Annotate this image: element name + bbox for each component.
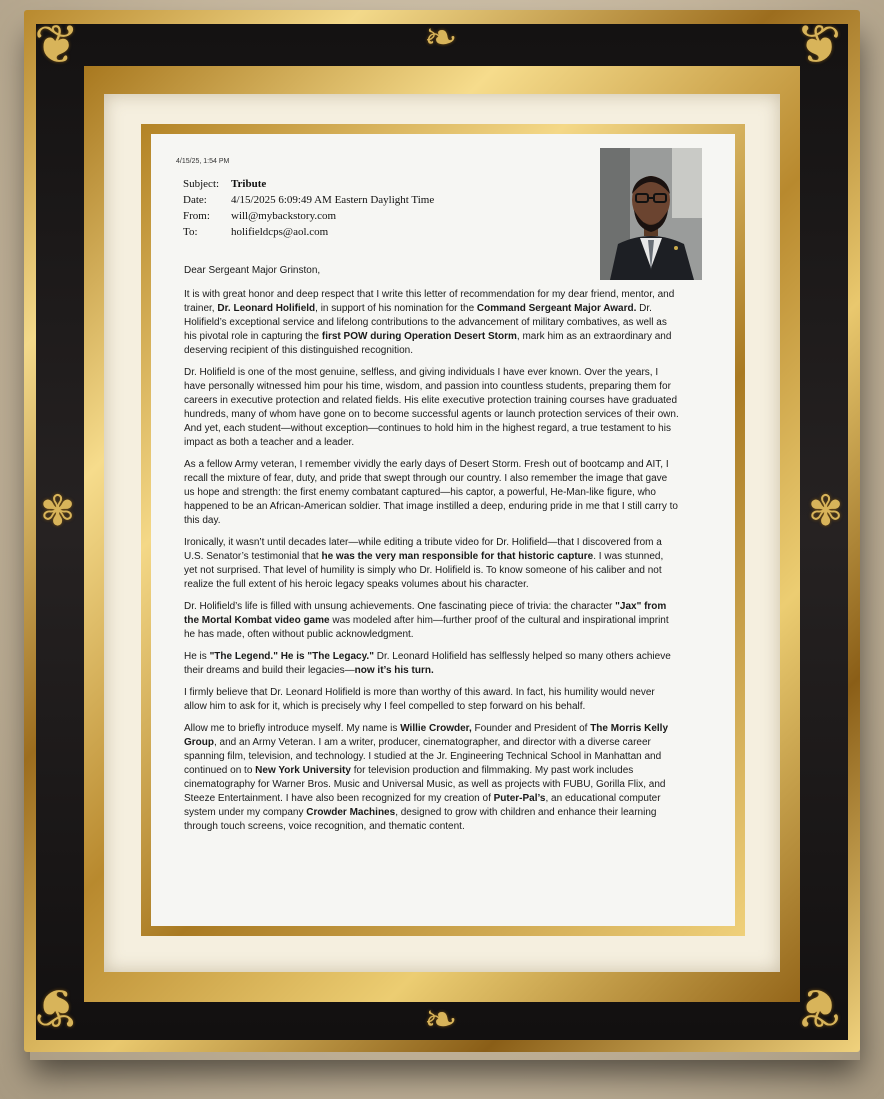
side-scroll-icon: ✾ [808,486,844,535]
paragraph [184,458,679,528]
text-run: , in support of his nomination for the [315,303,477,314]
text-run: . I was stunned, yet not surprised. That level of humility is simply who Dr. Holifield is. To know someone of his caliber and not realize the full extent of his heroic legacy speaks volumes about his character. [184,551,664,590]
header-value: holifieldcps@aol.com [231,226,329,238]
header-row-date [183,192,434,208]
print-timestamp: 4/15/25, 1:54 PM [176,158,230,165]
header-row-subject [183,176,434,192]
bold-text: "The Legend." He is "The Legacy." [209,651,374,662]
paragraph [184,536,679,592]
bold-text: he was the very man responsible for that historic capture [321,551,594,562]
text-run: Dr. Holifield’s life is filled with unsung achievements. One fascinating piece of trivia: the character [184,601,616,612]
text-run: Founder and President of [471,723,591,734]
portrait-illustration [600,148,702,280]
salutation: Dear Sergeant Major Grinston, [184,265,321,276]
corner-scroll-icon: ❦ [34,13,80,76]
bottom-crest-icon: ❧ [424,997,458,1043]
paragraph [184,650,679,678]
header-row-from [183,208,434,224]
text-run: , mark him as an extraordinary and deserving recipient of this distinguished recognition. [184,331,672,356]
text-run: Ironically, it wasn’t until decades later—while editing a tribute video for Dr. Holifield—that I discovered from a U.S. Senator’s testimonial that [184,537,662,562]
text-run: Allow me to briefly introduce myself. My name is [184,723,401,734]
bold-text: "Jax" from the Mortal Kombat video game [184,601,667,626]
header-label: Date: [183,194,207,206]
paragraph [184,686,679,714]
text-run: Dr. Holifield is one of the most genuine, selfless, and giving individuals I have ever known. Over the years, I have personally witnessed him pour his time, wisdom, and passion into countless students, preparing them for careers in executive protection and related fields. His elite executive protection training courses have graduated hundreds, many of whom have gone on to become successful agents or launch protection services of their own. And yet, each student—without exception—continues to hold him in the highest regard, a true testament to his impact as both a teacher and a leader. [184,367,679,448]
bold-text: now it’s his turn. [354,665,434,676]
paragraph [184,722,679,834]
letter-paper [151,134,735,926]
bold-text: New York University [255,765,351,776]
header-value: 4/15/2025 6:09:49 AM Eastern Daylight Time [231,194,435,206]
bold-text: Puter-Pal’s [493,793,546,804]
portrait-photo [600,148,702,280]
header-label: To: [183,226,198,238]
bold-text: Dr. Leonard Holifield [217,303,316,314]
text-run: I firmly believe that Dr. Leonard Holifield is more than worthy of this award. In fact, his humility would never allow him to ask for it, which is precisely why I feel compelled to step forward on his behalf. [184,687,655,712]
text-run: for television production and filmmaking. My past work includes cinematography for Warner Bros. Music and Universal Music, as well as projects with FUBU, Gorilla Flix, and Steeze Entertainment. I have also been recognized for my creation of [184,765,666,804]
header-label: Subject: [183,178,220,190]
text-run: Dr. Holifield’s exceptional service and lifelong contributions to the advancement of military combatives, as well as his pivotal role in capturing the [184,303,667,342]
header-value: Tribute [231,178,267,190]
paragraph [184,366,679,450]
corner-scroll-icon: ❦ [796,976,842,1039]
bold-text: first POW during Operation Desert Storm [321,331,517,342]
corner-scroll-icon: ❦ [796,13,842,76]
bold-text: Crowder Machines [306,807,396,818]
text-run: Dr. Leonard Holifield has selflessly helped so many others achieve their dreams and build their legacies— [184,651,671,676]
paragraph [184,288,679,358]
letter-body [184,264,679,842]
paragraph [184,600,679,642]
bold-text: Command Sergeant Major Award. [476,303,637,314]
text-run: As a fellow Army veteran, I remember vividly the early days of Desert Storm. Fresh out of bootcamp and AIT, I recall the mixture of fear, duty, and pride that swept through our country. I also remember the image that gave us hope and strength: the first enemy combatant captured—his captor, a powerful, He-Man-like figure, who happened to be an African-American soldier. That image instilled a deep, enduring pride in me that I still carry to this day. [184,459,678,526]
text-run: He is [184,651,210,662]
header-value: will@mybackstory.com [231,210,337,222]
bold-text: The Morris Kelly Group [184,723,669,748]
side-scroll-icon: ✾ [40,486,76,535]
bold-text: Willie Crowder, [400,723,472,734]
text-run: , an educational computer system under my company [184,793,661,818]
top-crest-icon: ❧ [424,15,458,61]
text-run: was modeled after him—further proof of the cultural and inspirational imprint he has made, often without public acknowledgment. [184,615,669,640]
header-label: From: [183,210,210,222]
corner-scroll-icon: ❦ [34,976,80,1039]
email-header [183,176,434,240]
text-run: , and an Army Veteran. I am a writer, producer, cinematographer, and director with a diverse career spanning film, television, and technology. I studied at the Jr. Engineering Technical School in Manhattan and continued on to [184,737,662,776]
text-run: , designed to grow with children and enhance their learning through touch screens, voice recognition, and thematic content. [184,807,657,832]
text-run: It is with great honor and deep respect that I write this letter of recommendation for my dear friend, mentor, and trainer, [184,289,675,314]
header-row-to [183,224,434,240]
